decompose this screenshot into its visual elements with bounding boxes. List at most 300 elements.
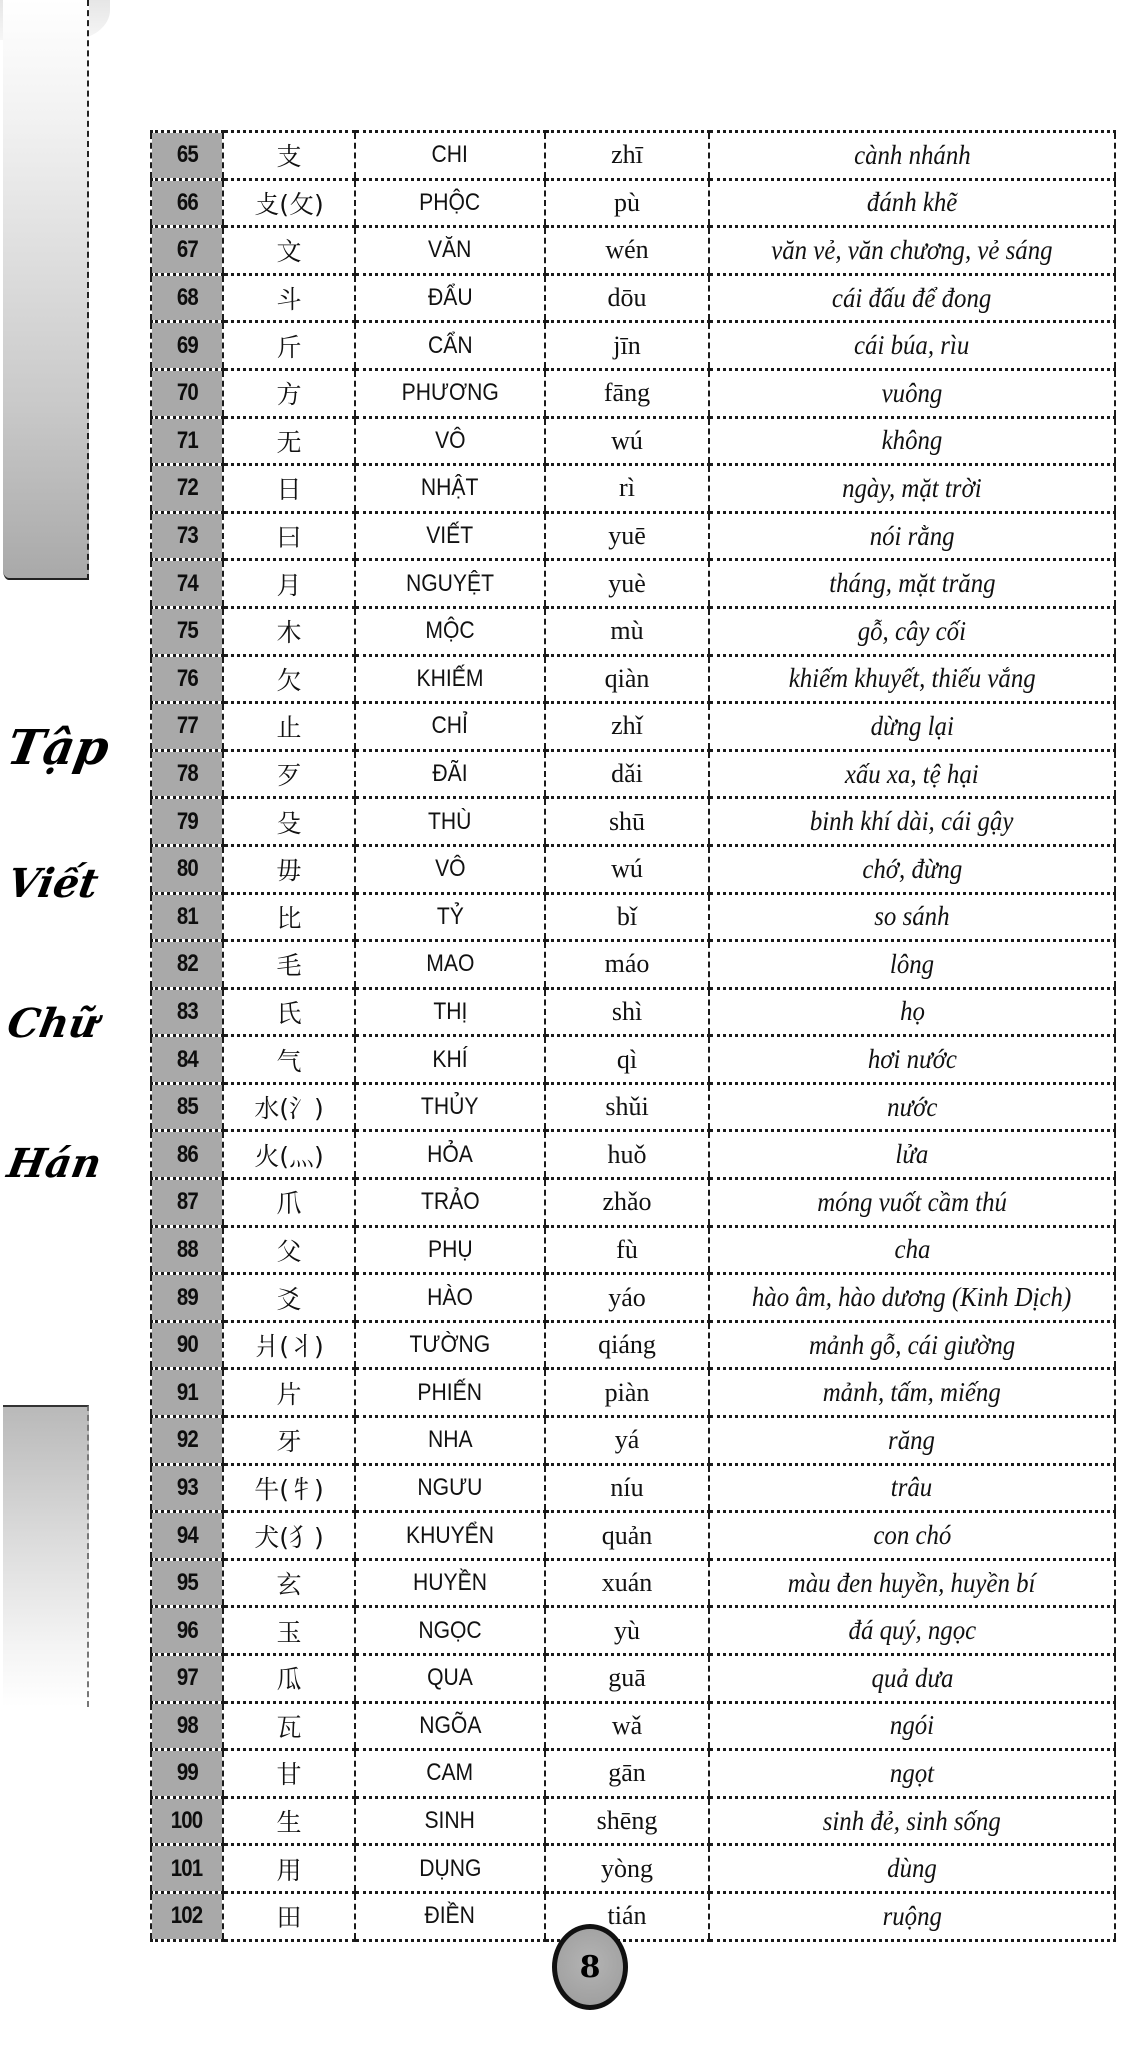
radical-character-cell [223,798,355,846]
radical-character: 爪 [276,1189,302,1219]
han-viet-name-cell [355,1559,545,1607]
pinyin: tián [607,1901,647,1931]
radical-character-cell [223,1274,355,1322]
han-viet-name-cell [355,1321,545,1369]
table-row [151,322,1115,370]
han-viet-name-cell [355,132,545,180]
table-row [151,988,1115,1036]
pinyin: yá [614,1425,640,1455]
radical-character-cell [223,941,355,989]
radical-number-cell [151,1797,223,1845]
radical-number: 74 [176,569,198,597]
meaning: xấu xa, tệ hại [845,758,979,789]
radical-number-cell [151,1892,223,1940]
radical-character: 斤 [276,332,302,362]
pinyin-cell [545,607,709,655]
han-viet-name-cell [355,1702,545,1750]
pinyin-cell [545,227,709,275]
meaning: sinh đẻ, sinh sống [822,1805,1002,1836]
radical-number-cell [151,1702,223,1750]
meaning: răng [888,1424,936,1455]
han-viet-name-cell [355,607,545,655]
meaning: mảnh, tấm, miếng [822,1377,1001,1408]
radical-character: 片 [276,1379,302,1409]
radical-number-cell [151,1417,223,1465]
radical-character-cell [223,988,355,1036]
meaning: cha [894,1234,930,1265]
han-viet-name-cell [355,1512,545,1560]
radical-number-cell [151,1464,223,1512]
meaning-cell [709,1417,1115,1465]
radical-character-cell [223,1607,355,1655]
radical-number-cell [151,512,223,560]
meaning-cell [709,465,1115,513]
han-viet-name: CHI [431,141,469,169]
radical-character: 文 [276,237,302,267]
han-viet-name-cell [355,465,545,513]
radical-number-cell [151,227,223,275]
radical-character: 用 [276,1855,302,1885]
radical-character: 水(氵) [254,1094,324,1124]
pinyin: shēng [596,1806,658,1836]
radical-number: 69 [176,331,198,359]
meaning-cell [709,1274,1115,1322]
meaning: văn vẻ, văn chương, vẻ sáng [771,234,1053,265]
meaning-cell [709,845,1115,893]
table-row [151,465,1115,513]
radical-number: 96 [176,1616,198,1644]
radical-character-cell [223,893,355,941]
han-viet-name: MAO [425,950,475,978]
radical-number: 72 [176,474,198,502]
pinyin-cell [545,179,709,227]
han-viet-name: TỶ [436,902,464,930]
pinyin-cell [545,1274,709,1322]
radical-number-cell [151,132,223,180]
radical-number: 67 [176,236,198,264]
meaning-cell [709,1321,1115,1369]
han-viet-name: NGÕA [418,1711,482,1739]
radical-character-cell [223,845,355,893]
han-viet-name: NGƯU [417,1473,483,1501]
pinyin-cell [545,845,709,893]
pinyin-cell [545,322,709,370]
han-viet-name: SINH [424,1807,476,1835]
meaning-cell [709,227,1115,275]
han-viet-name: HỎA [427,1140,473,1168]
meaning-cell [709,941,1115,989]
han-viet-name: VÔ [434,426,466,454]
pinyin: shū [608,806,646,836]
meaning-cell [709,1655,1115,1703]
radical-character: 月 [276,570,302,600]
radical-character-cell [223,655,355,703]
meaning-cell [709,560,1115,608]
han-viet-name: MỘC [425,617,475,645]
radical-character-cell [223,1797,355,1845]
radical-character-cell [223,1464,355,1512]
meaning: dừng lại [870,710,954,741]
meaning-cell [709,703,1115,751]
meaning: chớ, đừng [862,853,962,884]
radical-number: 89 [176,1283,198,1311]
pinyin-cell [545,1083,709,1131]
han-viet-name-cell [355,1655,545,1703]
han-viet-name: VIẾT [426,522,474,550]
side-title-word-1: Tập [3,720,114,776]
radical-character-cell [223,1750,355,1798]
radical-number-cell [151,1845,223,1893]
radical-character-cell [223,227,355,275]
han-viet-name: CAM [426,1759,474,1787]
side-title-word-2: Viết [4,860,102,907]
radical-character: 犬(犭) [254,1522,324,1552]
han-viet-name-cell [355,941,545,989]
side-tab-bottom [3,1405,89,1707]
han-viet-name-cell [355,1369,545,1417]
radical-number-cell [151,1131,223,1179]
radical-number-cell [151,607,223,655]
radical-number-cell [151,1512,223,1560]
radical-number: 68 [176,284,198,312]
meaning-cell [709,1131,1115,1179]
pinyin-cell [545,1464,709,1512]
table-row [151,798,1115,846]
radical-number: 85 [176,1093,198,1121]
radical-number-cell [151,1655,223,1703]
pinyin-cell [545,132,709,180]
meaning: móng vuốt cầm thú [817,1186,1007,1217]
radical-character: 止 [276,713,302,743]
pinyin-cell [545,1226,709,1274]
han-viet-name: CẨN [427,331,473,359]
han-viet-name-cell [355,1845,545,1893]
radical-number-cell [151,1607,223,1655]
table-row [151,560,1115,608]
pinyin-cell [545,941,709,989]
radical-character-cell [223,703,355,751]
radical-character: 斗 [276,285,302,315]
radical-character-cell [223,1845,355,1893]
radical-number: 73 [176,522,198,550]
radical-character: 曰 [276,523,302,553]
han-viet-name-cell [355,1892,545,1940]
han-viet-name: KHIẾM [416,664,484,692]
radical-number-cell [151,893,223,941]
pinyin-cell [545,1512,709,1560]
radical-number-cell [151,941,223,989]
pinyin-cell [545,750,709,798]
pinyin: zhī [611,140,643,170]
radical-number-cell [151,988,223,1036]
table-row [151,1512,1115,1560]
table-row [151,1274,1115,1322]
radical-number: 99 [176,1759,198,1787]
han-viet-name: THỦY [421,1093,479,1121]
side-title-word-3: Chữ [3,1000,103,1047]
radical-character-cell [223,512,355,560]
pinyin-cell [545,655,709,703]
radical-character: 氏 [276,998,302,1028]
pinyin: níu [610,1472,644,1502]
radical-number: 97 [176,1664,198,1692]
radical-character-cell [223,1369,355,1417]
han-viet-name: ĐẨU [427,284,473,312]
pinyin: quản [601,1520,653,1550]
radical-character-cell [223,750,355,798]
table-row [151,1559,1115,1607]
han-viet-name-cell [355,1417,545,1465]
radical-number: 87 [176,1188,198,1216]
pinyin-cell [545,1036,709,1084]
radical-number-cell [151,703,223,751]
radical-number: 94 [176,1521,198,1549]
han-viet-name: KHÍ [432,1045,468,1073]
radical-number: 82 [176,950,198,978]
radical-number-cell [151,465,223,513]
pinyin-cell [545,274,709,322]
meaning-cell [709,988,1115,1036]
table-row [151,845,1115,893]
meaning-cell [709,512,1115,560]
pinyin: dǎi [611,759,643,789]
meaning: vuông [881,377,943,408]
radical-character: 攴(攵) [254,189,324,219]
meaning-cell [709,132,1115,180]
table-row [151,1369,1115,1417]
radical-character-cell [223,1655,355,1703]
han-viet-name-cell [355,179,545,227]
meaning: hơi nước [867,1044,957,1075]
radical-number-cell [151,655,223,703]
radical-number-cell [151,1036,223,1084]
radical-number: 95 [176,1569,198,1597]
pinyin-cell [545,1702,709,1750]
radical-number: 75 [176,617,198,645]
radical-number: 70 [176,379,198,407]
radical-character: 甘 [276,1760,302,1790]
han-viet-name: NHA [427,1426,473,1454]
han-viet-name: PHƯƠNG [401,379,499,407]
pinyin: wǎ [611,1710,643,1740]
pinyin: yáo [608,1282,646,1312]
radical-number-cell [151,179,223,227]
radical-number: 101 [171,1854,203,1882]
pinyin: guā [608,1663,646,1693]
han-viet-name-cell [355,417,545,465]
radical-number-cell [151,1321,223,1369]
han-viet-name-cell [355,1750,545,1798]
han-viet-name: PHIẾN [417,1378,483,1406]
han-viet-name: QUA [427,1664,473,1692]
radical-character-cell [223,417,355,465]
radical-character: 爻 [276,1284,302,1314]
radical-character-cell [223,1226,355,1274]
pinyin: dōu [607,283,647,313]
meaning-cell [709,607,1115,655]
radical-character: 毛 [276,951,302,981]
radical-character: 生 [276,1808,302,1838]
pinyin: zhǎo [602,1187,652,1217]
pinyin: qiàn [604,663,650,693]
han-viet-name-cell [355,1083,545,1131]
pinyin-cell [545,1321,709,1369]
meaning: không [881,425,943,456]
radical-character-cell [223,132,355,180]
radical-number-cell [151,1226,223,1274]
meaning-cell [709,1892,1115,1940]
han-viet-name-cell [355,1036,545,1084]
meaning-cell [709,417,1115,465]
pinyin: qiáng [598,1330,656,1360]
han-viet-name-cell [355,1226,545,1274]
meaning-cell [709,1797,1115,1845]
pinyin-cell [545,988,709,1036]
radical-character-cell [223,465,355,513]
radical-character-cell [223,274,355,322]
pinyin-cell [545,560,709,608]
radical-number: 88 [176,1235,198,1263]
meaning: họ [899,996,925,1027]
han-viet-name-cell [355,560,545,608]
table-row [151,512,1115,560]
radical-character: 日 [276,475,302,505]
meaning: trâu [891,1472,933,1503]
meaning-cell [709,1702,1115,1750]
radical-character: 木 [276,618,302,648]
pinyin-cell [545,1845,709,1893]
radical-character: 方 [276,380,302,410]
table-row [151,1321,1115,1369]
radical-number: 86 [176,1140,198,1168]
pinyin-cell [545,1655,709,1703]
meaning-cell [709,1083,1115,1131]
radical-number-cell [151,1274,223,1322]
han-viet-name: KHUYỂN [405,1521,495,1549]
pinyin: huǒ [607,1139,647,1169]
table-row [151,417,1115,465]
han-viet-name-cell [355,1179,545,1227]
meaning: ngói [889,1710,935,1741]
pinyin: pù [614,187,640,217]
pinyin: yòng [601,1853,653,1883]
han-viet-name-cell [355,227,545,275]
page-number-badge [552,1924,628,2010]
han-viet-name: HUYỀN [413,1569,487,1597]
radical-character: 父 [276,1236,302,1266]
meaning: mảnh gỗ, cái giường [808,1329,1016,1360]
meaning: lông [889,948,935,979]
radical-character-cell [223,1083,355,1131]
radical-number-cell [151,1179,223,1227]
radical-number-cell [151,1559,223,1607]
table-row [151,1892,1115,1940]
meaning-cell [709,1179,1115,1227]
radical-character-cell [223,1512,355,1560]
radical-character: 歹 [276,761,302,791]
meaning-cell [709,1036,1115,1084]
pinyin: fù [616,1234,638,1264]
pinyin: xuán [601,1568,653,1598]
meaning: nói rằng [869,520,955,551]
pinyin: mù [610,616,644,646]
han-viet-name: CHỈ [431,712,469,740]
meaning: nước [886,1091,938,1122]
table-row [151,893,1115,941]
meaning: hào âm, hào dương (Kinh Dịch) [752,1282,1072,1313]
radical-number: 100 [171,1807,203,1835]
han-viet-name-cell [355,893,545,941]
pinyin: jīn [613,330,641,360]
pinyin-cell [545,1369,709,1417]
han-viet-name: ĐÃI [432,760,468,788]
pinyin: wú [611,854,643,884]
meaning-cell [709,1464,1115,1512]
radical-number: 65 [176,141,198,169]
meaning: ngày, mặt trời [842,472,982,503]
radical-character: 气 [276,1046,302,1076]
table-row [151,1226,1115,1274]
radical-number: 78 [176,760,198,788]
pinyin: wú [611,425,643,455]
pinyin-cell [545,417,709,465]
meaning: đá quý, ngọc [848,1615,976,1646]
radical-character: 比 [276,903,302,933]
han-viet-name: HÀO [427,1283,473,1311]
radical-character: 爿(丬) [254,1332,324,1362]
radical-number: 98 [176,1711,198,1739]
pinyin: zhǐ [611,711,643,741]
han-viet-name: THỊ [432,997,468,1025]
side-title-word-4: Hán [3,1140,105,1187]
radical-number: 76 [176,664,198,692]
radical-character-cell [223,1321,355,1369]
han-viet-name-cell [355,988,545,1036]
meaning-cell [709,1845,1115,1893]
pinyin-cell [545,1750,709,1798]
radical-character-cell [223,560,355,608]
table-row [151,1750,1115,1798]
meaning-cell [709,274,1115,322]
meaning: tháng, mặt trăng [828,568,996,599]
meaning: cái đấu để đong [832,282,992,313]
table-row [151,1036,1115,1084]
han-viet-name-cell [355,845,545,893]
radical-character-cell [223,1179,355,1227]
meaning: cái búa, rìu [854,330,970,361]
meaning: quả dưa [871,1662,953,1693]
pinyin-cell [545,1607,709,1655]
meaning-cell [709,655,1115,703]
han-viet-name-cell [355,1797,545,1845]
meaning: gỗ, cây cối [857,615,967,646]
radical-number: 71 [176,426,198,454]
meaning: dùng [887,1853,937,1884]
pinyin: shǔi [605,1092,649,1122]
meaning-cell [709,1226,1115,1274]
han-viet-name-cell [355,369,545,417]
han-viet-name-cell [355,750,545,798]
radical-number: 66 [176,188,198,216]
table-row [151,1702,1115,1750]
radical-number-cell [151,560,223,608]
radical-character: 欠 [276,665,302,695]
table-row [151,703,1115,751]
pinyin: yù [614,1615,640,1645]
table-row [151,750,1115,798]
radical-character-cell [223,1417,355,1465]
radical-character: 瓜 [276,1665,302,1695]
